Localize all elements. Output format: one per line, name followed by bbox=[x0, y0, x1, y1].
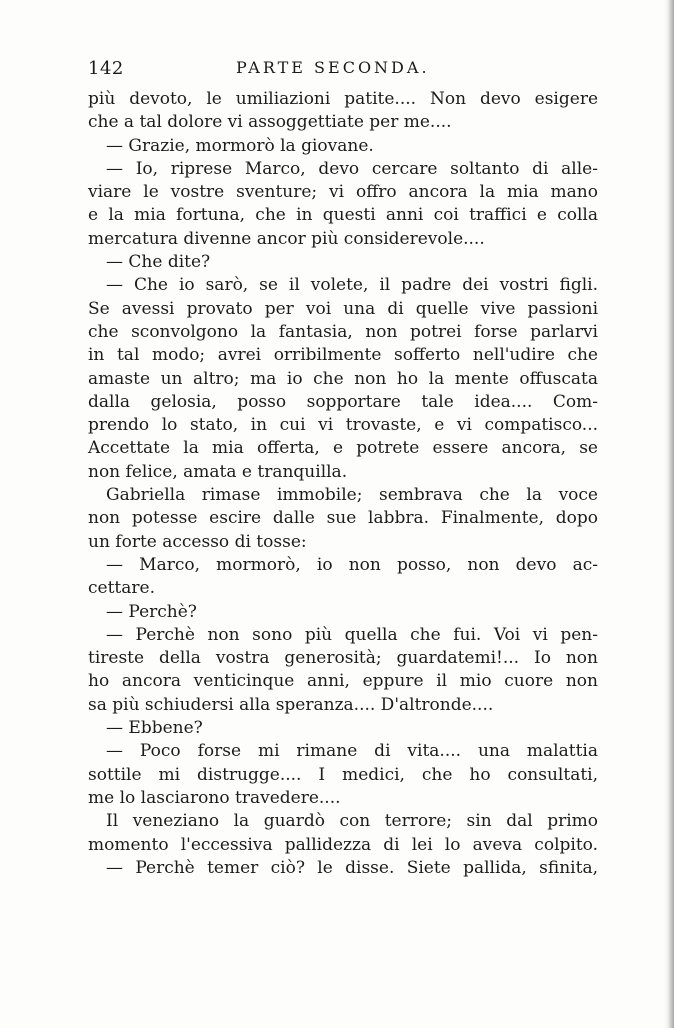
text-line: e la mia fortuna, che in questi anni coi traffici e colla bbox=[88, 205, 598, 226]
text-line: che sconvolgono la fantasia, non potrei forse parlarvi bbox=[88, 321, 598, 342]
text-line: sottile mi distrugge.... I medici, che ho consultati, bbox=[88, 764, 598, 785]
text-line: Se avessi provato per voi una di quelle vive passioni bbox=[88, 298, 598, 319]
text-line: — Poco forse mi rimane di vita.... una malattia bbox=[106, 741, 598, 762]
text-line: in tal modo; avrei orribilmente sofferto nell'udire che bbox=[88, 345, 598, 366]
text-line: ho ancora venticinque anni, eppure il mio cuore non bbox=[88, 671, 598, 692]
text-line: mercatura divenne ancor più considerevole.... bbox=[88, 228, 485, 249]
text-line: — Io, riprese Marco, devo cercare soltanto di alle- bbox=[106, 158, 598, 179]
text-line: momento l'eccessiva pallidezza di lei lo aveva colpito. bbox=[88, 834, 598, 855]
text-line: — Perchè non sono più quella che fui. Voi vi pen- bbox=[106, 624, 598, 645]
text-line: non felice, amata e tranquilla. bbox=[88, 461, 348, 482]
text-line: dalla gelosia, posso sopportare tale idea.... Com- bbox=[88, 391, 598, 412]
body-text bbox=[88, 88, 598, 880]
text-line: Gabriella rimase immobile; sembrava che la voce bbox=[106, 485, 598, 506]
text-line: un forte accesso di tosse: bbox=[88, 531, 307, 552]
text-line: — Marco, mormorò, io non posso, non devo ac- bbox=[106, 554, 598, 575]
text-line: me lo lasciarono travedere.... bbox=[88, 787, 341, 808]
text-line: sa più schiudersi alla speranza.... D'altronde.... bbox=[88, 694, 494, 715]
running-head: PARTE SECONDA. bbox=[236, 58, 430, 77]
page-header bbox=[88, 58, 598, 82]
text-line: non potesse escire dalle sue labbra. Finalmente, dopo bbox=[88, 508, 598, 529]
text-line: tireste della vostra generosità; guardatemi!... Io non bbox=[88, 648, 598, 669]
page-edge-shadow bbox=[664, 0, 674, 1028]
text-line: Il veneziano la guardò con terrore; sin dal primo bbox=[106, 811, 598, 832]
text-line: — Che dite? bbox=[106, 252, 211, 273]
text-line: viare le vostre sventure; vi offro ancora la mia mano bbox=[88, 182, 598, 203]
text-line: Accettate la mia offerta, e potrete essere ancora, se bbox=[88, 438, 598, 459]
text-line: — Perchè? bbox=[106, 601, 197, 622]
text-line: amaste un altro; ma io che non ho la mente offuscata bbox=[88, 368, 598, 389]
text-line: prendo lo stato, in cui vi trovaste, e vi compatisco... bbox=[88, 415, 598, 436]
text-line: che a tal dolore vi assoggettiate per me.... bbox=[88, 112, 452, 133]
text-line: più devoto, le umiliazioni patite.... Non devo esigere bbox=[88, 89, 598, 109]
text-line: — Che io sarò, se il volete, il padre dei vostri figli. bbox=[106, 275, 598, 296]
text-line: — Perchè temer ciò? le disse. Siete pallida, sfinita, bbox=[106, 857, 598, 878]
page-number: 142 bbox=[88, 58, 124, 79]
text-line: — Ebbene? bbox=[106, 718, 203, 739]
text-line: cettare. bbox=[88, 578, 155, 599]
text-line: — Grazie, mormorò la giovane. bbox=[106, 135, 374, 156]
